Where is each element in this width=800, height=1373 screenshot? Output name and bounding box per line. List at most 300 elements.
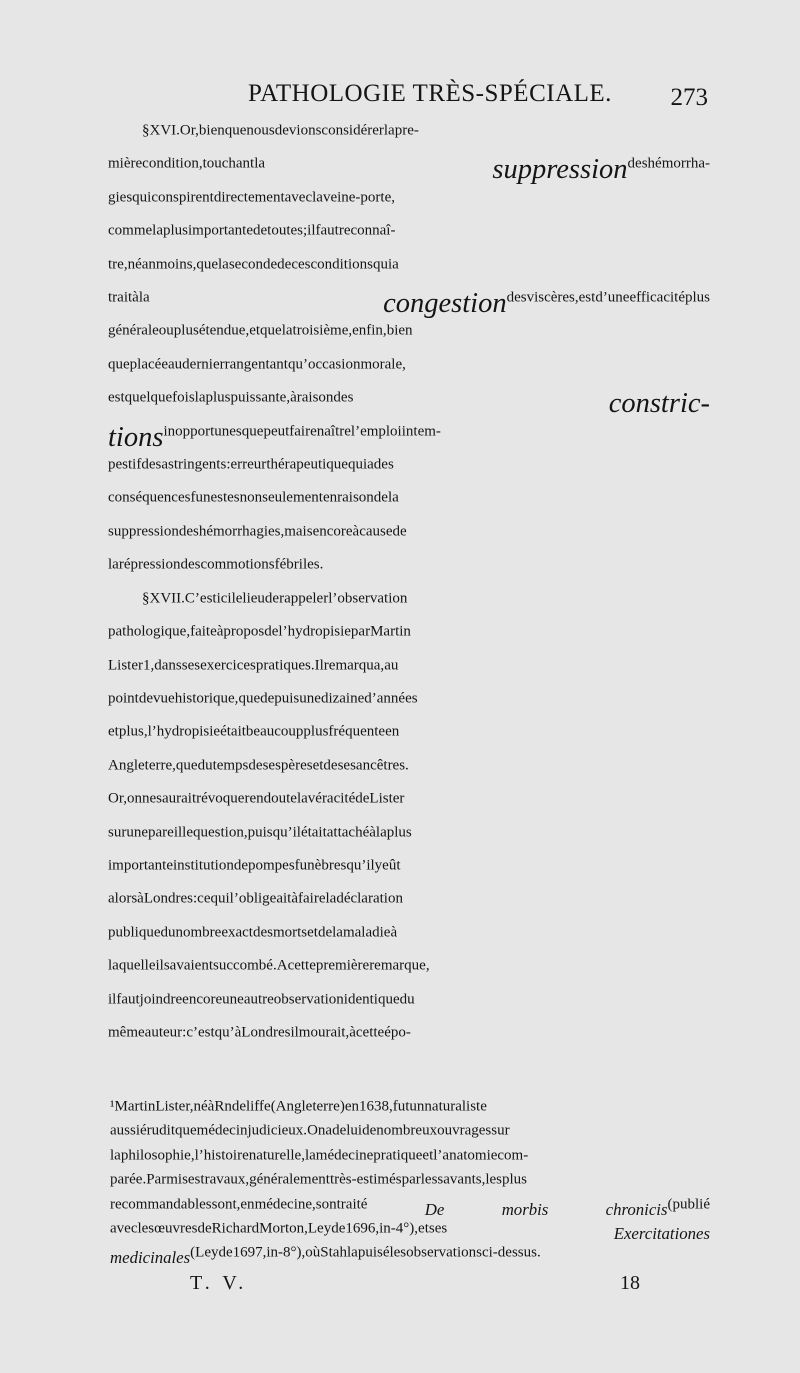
footnote-ref: la <box>325 890 337 907</box>
footnote-ref: la <box>304 1147 316 1164</box>
footnote-ref: naturaliste <box>424 1098 487 1115</box>
footnote-ref: la <box>108 556 119 573</box>
footnote-ref: épo- <box>384 1024 411 1041</box>
footnote-ref: mourait, <box>298 1024 350 1041</box>
text-line <box>108 588 710 621</box>
footnote-ref: comme <box>108 222 153 239</box>
footnote-ref: , <box>150 657 155 673</box>
word-group <box>110 1198 367 1222</box>
footnote-ref: gies <box>108 189 133 206</box>
footnote-ref: Martin <box>114 1098 156 1115</box>
footnote-ref: la <box>254 155 266 172</box>
footnote-ref: efficacité <box>629 289 685 306</box>
footnote-ref: d’années <box>364 690 418 707</box>
footnote-ref: le <box>231 590 243 607</box>
footnote-ref: traité <box>336 1196 368 1213</box>
footnote-ref: publique <box>108 924 161 941</box>
footnote-ref: que <box>175 1122 197 1139</box>
text-line <box>108 254 710 287</box>
footnote-ref: en <box>251 356 266 373</box>
footnote-ref: ses <box>182 1171 201 1188</box>
text-line <box>108 655 710 688</box>
footnote-ref: médecin <box>196 1122 248 1139</box>
footnote-ref: quelquefois <box>124 389 195 406</box>
footnote-ref: l’histoire <box>194 1147 249 1164</box>
word-group <box>110 1100 487 1124</box>
footnote-ref: de <box>264 590 280 607</box>
footnote-ref: que <box>196 256 218 273</box>
footnote-ref: Leyde <box>307 1220 346 1237</box>
footnote-ref: à <box>291 890 298 907</box>
footnote-ref: ce <box>197 890 211 907</box>
footnote-ref: dernier <box>182 356 225 373</box>
word-group <box>142 120 419 153</box>
footnote-ref: mière <box>108 155 143 172</box>
footnote-ref: beaucoup <box>245 723 304 740</box>
footnote-ref: ancêtres. <box>355 757 409 774</box>
footnote-ref: plus <box>386 824 412 841</box>
footnote-ref: qu’il <box>346 857 375 874</box>
footnote-ref: puisé <box>357 1244 390 1261</box>
footnote-ref: exact <box>221 924 253 941</box>
footnote-ref: considérer <box>321 122 384 139</box>
footnote-ref: des <box>373 456 394 473</box>
footnote-ref: sur <box>108 824 127 841</box>
footnote-ref: mais <box>284 523 313 540</box>
text-line <box>108 721 710 754</box>
footnote-ref: très-estimés <box>329 1171 402 1188</box>
footnote-ref: érudit <box>140 1122 175 1139</box>
footnote-ref: l’observation <box>328 590 408 607</box>
footnote-ref: de <box>264 623 279 640</box>
text-line <box>110 1173 710 1197</box>
footnote-ref: l’hydropisie <box>147 723 221 740</box>
footnote-ref: en <box>344 1098 359 1115</box>
footnote-ref: on <box>126 790 142 807</box>
footnote-ref: naître <box>316 423 351 440</box>
footnote-ref: erreur <box>230 456 267 473</box>
footnote-ref: cette <box>355 1024 385 1041</box>
footnote-ref: que <box>108 356 130 373</box>
footnote-ref: vue <box>153 690 175 707</box>
text-line <box>110 1246 710 1270</box>
footnote-ref: faire <box>298 890 326 907</box>
text-line <box>110 1222 710 1246</box>
footnote-ref: la <box>110 1147 121 1164</box>
footnote-ref: la <box>218 256 229 273</box>
footnote-ref: pompes <box>248 857 295 874</box>
footnote-ref: faite <box>190 623 217 640</box>
footnote-ref: recommandables <box>110 1196 212 1213</box>
footnote-ref: ouvrages <box>437 1122 492 1139</box>
footnote-ref: pestif <box>108 456 142 473</box>
text-line <box>108 220 710 253</box>
footnote-ref: Lister <box>369 790 405 807</box>
footnote-ref: XVII. <box>149 590 185 607</box>
word: congestion <box>383 288 507 320</box>
footnote-ref: (Angleterre) <box>270 1098 345 1115</box>
word-group <box>606 1198 710 1222</box>
word-group <box>108 521 407 554</box>
footnote-ref: du <box>399 991 415 1008</box>
footnote-ref: déclaration <box>336 890 403 907</box>
footnote-ref: maladie <box>342 924 391 941</box>
footnote-ref: cette <box>287 957 316 974</box>
footnote-ref: à <box>349 1024 356 1041</box>
footnote-ref: qu’occasion <box>287 356 361 373</box>
text-line <box>108 153 710 186</box>
paragraph <box>108 120 710 588</box>
word-group <box>110 1149 528 1173</box>
word-group <box>108 855 401 888</box>
footnote-ref: remarque, <box>369 957 430 974</box>
footnote-ref: propos <box>223 623 265 640</box>
footnote-ref: la <box>387 489 399 506</box>
footnote-ref: importante <box>108 857 173 874</box>
footnote-ref: des <box>141 456 162 473</box>
page-number: 273 <box>670 84 708 111</box>
footnote-ref: savants, <box>437 1171 486 1188</box>
footnote-ref: viscères, <box>526 289 579 306</box>
word-group <box>108 487 399 520</box>
footnote-ref: historique, <box>174 690 239 707</box>
footnote-ref: Lister <box>108 657 143 673</box>
footnote-ref: de <box>277 256 292 273</box>
footnote-ref: et <box>108 723 119 740</box>
footnote-ref: faire <box>289 423 317 440</box>
word-group <box>383 287 710 320</box>
word-group <box>108 955 430 988</box>
footnote-ref: au <box>167 356 183 373</box>
footnote-ref: : <box>193 890 198 907</box>
footnote-ref: généralement <box>249 1171 330 1188</box>
footnote-ref: raison <box>296 389 334 406</box>
word-group <box>110 1124 510 1148</box>
word-group <box>425 1198 445 1222</box>
footnote-ref: l’obligeait <box>229 890 292 907</box>
footnote-ref: a <box>367 456 374 473</box>
footnote-ref: fut <box>392 1098 410 1115</box>
footnote-ref: Stahl <box>320 1244 352 1261</box>
word-group <box>108 621 411 654</box>
footnote-ref: qui <box>347 456 368 473</box>
footnote-ref: attaché <box>326 824 370 841</box>
footnote-ref: bien <box>386 322 413 339</box>
footnote-ref: que <box>260 322 282 339</box>
footnote-ref: étendue, <box>198 322 250 339</box>
text-line <box>108 554 710 587</box>
footnote-ref: a <box>351 1244 358 1261</box>
footnote-ref: une <box>299 690 321 707</box>
footnote-ref: On <box>307 1122 326 1139</box>
footnote-ref: des <box>333 389 354 406</box>
footnote-ref: conditions <box>310 256 373 273</box>
word: morbis <box>501 1199 549 1219</box>
text-line <box>108 822 710 855</box>
word-group <box>108 721 399 754</box>
signature-number: 18 <box>620 1272 640 1294</box>
footnote-ref: a <box>325 1122 333 1139</box>
footnote-ref: générale <box>108 322 159 339</box>
footnote-ref: ils <box>155 957 170 974</box>
footnote-ref: une <box>222 991 244 1008</box>
footnote-ref: temps <box>212 757 249 774</box>
footnote-ref: : <box>182 1024 187 1041</box>
text-line <box>108 521 710 554</box>
text-line <box>108 788 710 821</box>
text-line <box>108 621 710 654</box>
footnote-ref: à <box>216 623 224 640</box>
footnote-ref: Londres <box>143 890 193 907</box>
footnote-ref: pathologique, <box>108 623 191 640</box>
word: suppression <box>492 154 628 186</box>
footnote-ref: la <box>375 824 387 841</box>
footnote-ref: de <box>332 1122 347 1139</box>
footnote-ref: ici <box>216 590 232 607</box>
footnote-ref: véracité <box>307 790 356 807</box>
footnote-ref: de <box>355 790 370 807</box>
footnote-ref: (Leyde <box>190 1244 233 1261</box>
footnote-ref: cause <box>359 523 393 540</box>
footnote-ref: à <box>207 1098 215 1115</box>
footnote-ref: remarqua, <box>323 657 385 673</box>
footnote-ref: Or, <box>179 122 199 139</box>
footnote-ref: répression <box>118 556 181 573</box>
footnote-ref: nombre <box>175 924 222 941</box>
footnote-ref: de <box>362 1122 377 1139</box>
footnote-ref: de <box>317 924 333 941</box>
text-line <box>108 888 710 921</box>
footnote-ref: du <box>160 924 176 941</box>
footnote-ref: de <box>138 690 154 707</box>
footnote-ref: la <box>296 790 308 807</box>
footnote-ref: observations <box>406 1244 482 1261</box>
footnote-ref: du <box>197 757 213 774</box>
footnote-ref: pratiques. <box>255 657 315 673</box>
footnote-ref: philosophie, <box>120 1147 195 1164</box>
footnote-ref: funestes <box>190 489 240 506</box>
text-line <box>108 320 710 353</box>
footnote-ref: commotions <box>200 556 275 573</box>
footnote-ref: à <box>352 523 360 540</box>
word-group <box>108 688 418 721</box>
footnote-ref: morale, <box>360 356 406 373</box>
footnote-ref: funèbres <box>294 857 347 874</box>
footnote-ref: puisqu’il <box>247 824 301 841</box>
footnote-ref: avec <box>110 1220 138 1237</box>
footnote-ref: nous <box>246 122 275 139</box>
footnote-ref: à <box>132 289 139 306</box>
footnote-ref: doute <box>263 790 297 807</box>
footnote-ref: 1697, <box>232 1244 267 1261</box>
footnote-ref: est <box>108 389 125 406</box>
footnote-ref: par <box>401 1171 421 1188</box>
footnote-ref: tant <box>265 356 288 373</box>
word: chronicis <box>605 1199 668 1219</box>
footnote-ref: les <box>420 1171 438 1188</box>
word-group <box>108 220 395 253</box>
footnote-ref: aussi <box>110 1122 140 1139</box>
footnote-ref: sont, <box>211 1196 241 1213</box>
footnote-ref: encore <box>182 991 223 1008</box>
footnote-ref: parée. <box>110 1171 147 1188</box>
footnote-ref: ces <box>291 256 311 273</box>
word: medicinales <box>110 1248 191 1268</box>
footnote-ref: conspirent <box>151 189 214 206</box>
footnote-ref: l’emploi <box>350 423 402 440</box>
footnote-ref: en <box>249 790 264 807</box>
word-group <box>108 187 395 220</box>
footnote-ref: Angleterre, <box>108 757 176 774</box>
footnote-ref: bien <box>198 122 225 139</box>
footnote-ref: de <box>248 757 263 774</box>
word-group <box>108 822 412 855</box>
footnote-ref: que <box>241 423 264 440</box>
text-line <box>108 955 710 988</box>
footnote-ref: la <box>312 189 323 206</box>
footnote-ref: la <box>194 389 206 406</box>
footnote-ref: de <box>233 857 248 874</box>
footnote-ref: la <box>332 924 343 941</box>
footnote-ref: directement <box>213 189 285 206</box>
word-group <box>110 1246 541 1270</box>
footnote-ref: plus <box>303 723 329 740</box>
footnote-ref: l’hydropisie <box>278 623 351 640</box>
footnote-ref: A <box>276 957 288 974</box>
footnote-ref: importante <box>188 222 253 239</box>
footnote-ref: fébriles. <box>274 556 324 573</box>
footnote-ref: in-4°), <box>379 1220 419 1237</box>
footnote-ref: qui <box>132 189 152 206</box>
footnote-ref: Londres <box>241 1024 291 1041</box>
footnote-ref: pratique <box>373 1147 423 1164</box>
footnote-ref: laquelle <box>108 957 156 974</box>
footnote-ref: hémorrhagies, <box>198 523 285 540</box>
text-line <box>110 1100 710 1124</box>
footnote-ref: des <box>627 155 648 172</box>
footnote-ref: plus <box>162 222 188 239</box>
footnote-ref: com- <box>497 1147 529 1164</box>
footnote-ref: morts <box>272 924 308 941</box>
footnote-ref: avaient <box>169 957 213 974</box>
footnote-ref: œuvres <box>154 1220 198 1237</box>
footnote-ref: toutes; <box>267 222 308 239</box>
footnote-ref: lieu <box>242 590 265 607</box>
footnote-ref: que <box>224 122 247 139</box>
volume-signature: T. V. <box>190 1272 248 1294</box>
footnote-ref: de <box>373 489 388 506</box>
footnote-ref: que <box>175 757 198 774</box>
footnote-ref: la <box>383 122 395 139</box>
word-group <box>108 254 399 287</box>
word-group <box>492 153 710 186</box>
footnote-ref: à <box>369 824 376 841</box>
footnote-ref: seulement <box>262 489 323 506</box>
footnote-ref: en <box>240 1196 255 1213</box>
footnote-ref: peut <box>263 423 290 440</box>
footnote-ref: Richard <box>211 1220 260 1237</box>
footnote-ref: la <box>138 289 150 306</box>
footnote-ref: inopportunes <box>163 423 242 440</box>
footnote-ref: Rndeliffe <box>214 1098 271 1115</box>
word: De <box>424 1199 445 1219</box>
text-line <box>108 421 710 454</box>
footnote-ref: trait <box>108 289 133 306</box>
footnote-ref: joindre <box>139 991 183 1008</box>
footnote-ref: d’une <box>595 289 630 306</box>
footnote-ref: in-8°), <box>266 1244 306 1261</box>
footnote-ref: point <box>108 690 139 707</box>
word: Exercitationes <box>613 1224 710 1244</box>
footnote-ref: institution <box>172 857 234 874</box>
word-group <box>108 354 406 387</box>
word-group <box>108 454 394 487</box>
footnote-ref: qu’à <box>214 1024 242 1041</box>
footnote-ref: § <box>142 590 150 607</box>
footnote-ref: les <box>389 1244 407 1261</box>
footnote-ref: qui <box>210 890 230 907</box>
footnote-ref: ¹ <box>110 1098 115 1115</box>
footnote-ref: astringents <box>161 456 227 473</box>
footnote-ref: un <box>409 1098 425 1115</box>
footnote-ref: ses <box>428 1220 448 1237</box>
text-line <box>108 1022 710 1055</box>
footnote-ref: Il <box>314 657 324 673</box>
footnote-ref: troisième, <box>292 322 353 339</box>
footnote-ref: faut <box>315 222 339 239</box>
footnote-ref: ci-dessus. <box>481 1244 541 1261</box>
footnote-ref: ne <box>141 790 157 807</box>
page-footer <box>190 1272 640 1302</box>
footnote-ref: de <box>197 1220 212 1237</box>
footnote-ref: en <box>385 723 400 740</box>
footnote-ref: et <box>418 1220 429 1237</box>
footnote-ref: médecine, <box>254 1196 316 1213</box>
footnote-ref: des <box>252 924 273 941</box>
text-line <box>108 187 710 220</box>
footnote-ref: ou <box>158 322 174 339</box>
word-group <box>108 788 404 821</box>
footnote-ref: exercices <box>200 657 256 673</box>
footnote-ref: saurait <box>156 790 197 807</box>
footnote-ref: non <box>239 489 263 506</box>
text-line <box>108 855 710 888</box>
footnote-ref: était <box>220 723 246 740</box>
footnote-ref: de <box>252 222 268 239</box>
footnote-ref: était <box>300 824 327 841</box>
footnote-ref: ses <box>181 657 201 673</box>
footnote-ref: 1 <box>143 657 151 673</box>
footnote-ref: a <box>392 256 399 273</box>
word-group <box>108 1022 411 1055</box>
footnote-ref: de <box>392 523 407 540</box>
footnote-ref: C’est <box>184 590 217 607</box>
footnote-ref: au <box>384 657 399 673</box>
footnote-ref: tre, <box>108 256 128 273</box>
footnote-ref: judicieux. <box>247 1122 308 1139</box>
footnote-ref: plus <box>502 1171 528 1188</box>
word-group <box>108 989 415 1022</box>
footnote-ref: (publié <box>667 1196 710 1213</box>
footnote-ref: né <box>193 1098 208 1115</box>
footnote-ref: que <box>238 690 261 707</box>
footnote-ref: dizaine <box>320 690 365 707</box>
footnote-ref: touchant <box>202 155 255 172</box>
footnote-ref: enfin, <box>352 322 387 339</box>
footnote-ref: : <box>226 456 231 473</box>
footnote-ref: des <box>178 523 199 540</box>
footnote-ref: des <box>180 556 201 573</box>
